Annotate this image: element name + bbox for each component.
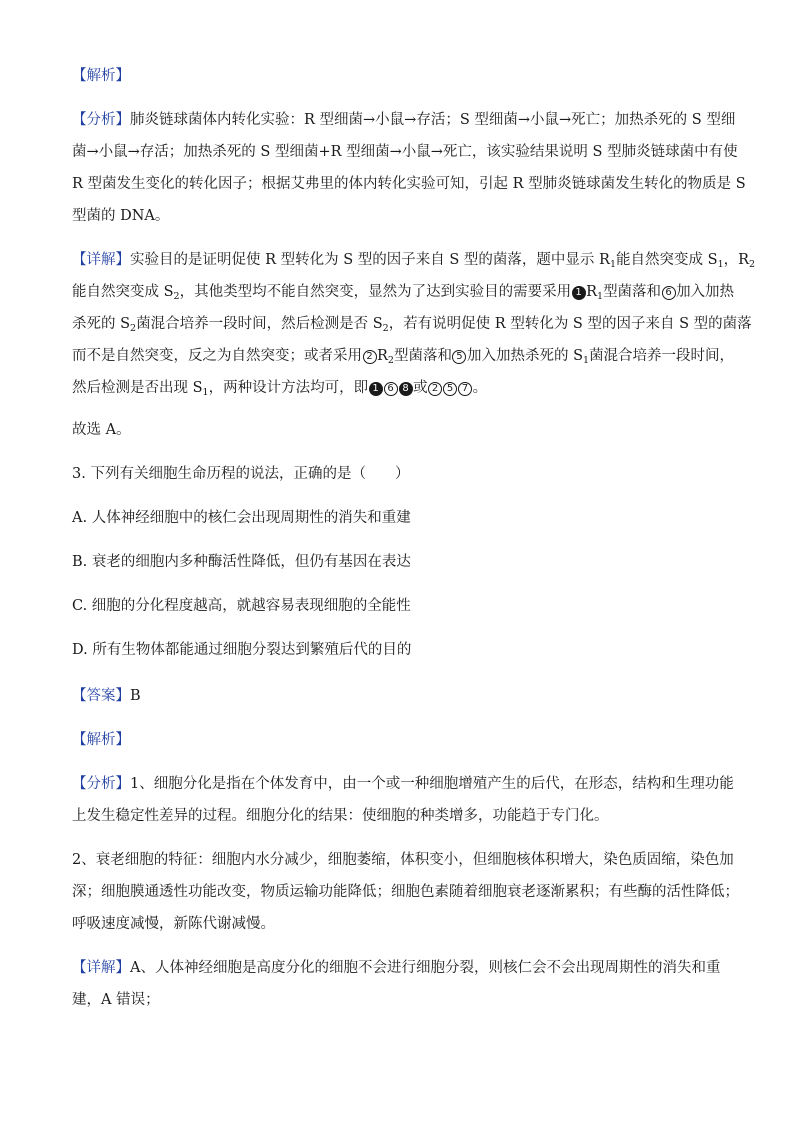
choice-conclusion: [72, 420, 722, 452]
answer-value: B: [130, 688, 141, 704]
analysis-paragraph-2: [72, 774, 734, 838]
text-run: ，其他类型均不能自然突变，显然为了达到实验目的需要采用: [179, 284, 572, 300]
text-line: 1、细胞分化是指在个体发育中，由一个或一种细胞增殖产生的后代，在形态，结构和生理功能: [130, 776, 734, 792]
text-line: 故选 A。: [72, 422, 131, 438]
text-line: R 型菌发生变化的转化因子；根据艾弗里的体内转化实验可知，引起 R 型肺炎链球菌发生转化的物质是 S: [72, 176, 746, 192]
circled-number-1: 1: [369, 382, 383, 396]
analysis-paragraph-1: [72, 110, 746, 238]
answer-label: 【答案】: [72, 688, 130, 704]
analysis-label: 【解析】: [72, 732, 130, 748]
text-run: ，R: [723, 252, 750, 268]
text-run: 能自然突变成 S: [72, 284, 174, 300]
subscript: 2: [387, 355, 394, 366]
circled-number-7: 7: [458, 382, 472, 396]
text-run: 型菌落和: [603, 284, 662, 300]
text-line: 2、衰老细胞的特征：细胞内水分减少，细胞萎缩，体积变小，但细胞核体积增大，染色质固缩，染色加: [72, 852, 734, 868]
detail-tag: 【详解】: [72, 960, 130, 976]
detail-paragraph-1: [72, 250, 756, 410]
detail-paragraph-2: [72, 958, 722, 1022]
circled-number-6: 6: [384, 382, 398, 396]
text-line: 深；细胞膜通透性功能改变，物质运输功能降低；细胞色素随着细胞衰老逐渐累积；有些酶的活性降低；: [72, 884, 739, 900]
text-line: 型菌的 DNA。: [72, 208, 170, 224]
text-run: 实验目的是证明促使 R 型转化为 S 型的因子来自 S 型的菌落，题中显示 R: [130, 252, 610, 268]
text-run: 然后检测是否出现 S: [72, 380, 203, 396]
option-b: B. 衰老的细胞内多种酶活性降低，但仍有基因在表达: [72, 554, 411, 570]
circled-number-5: 5: [452, 350, 466, 364]
analysis-heading-1: [72, 66, 722, 98]
analysis-tag: 【分析】: [72, 776, 130, 792]
circled-number-5: 5: [443, 382, 457, 396]
text-line: 肺炎链球菌体内转化实验：R 型细菌→小鼠→存活；S 型细菌→小鼠→死亡；加热杀死的 S 型细: [130, 112, 736, 128]
text-run: 能自然突变成 S: [616, 252, 718, 268]
analysis-label: 【解析】: [72, 68, 130, 84]
subscript: 1: [609, 259, 617, 270]
subscript: 2: [382, 323, 389, 334]
text-line: 上发生稳定性差异的过程。细胞分化的结果：使细胞的种类增多，功能趋于专门化。: [72, 808, 609, 824]
detail-tag: 【详解】: [72, 252, 130, 268]
option-a: A. 人体神经细胞中的核仁会出现周期性的消失和重建: [72, 510, 411, 526]
text-run: 杀死的 S: [72, 316, 131, 332]
analysis-paragraph-2b: [72, 850, 739, 946]
text-line: A、人体神经细胞是高度分化的细胞不会进行细胞分裂，则核仁会不会出现周期性的消失和重: [130, 960, 721, 976]
text-run: 或: [413, 380, 428, 396]
subscript: 2: [749, 259, 756, 270]
analysis-tag: 【分析】: [72, 112, 130, 128]
text-run: 加入加热: [676, 284, 735, 300]
question-stem: 3. 下列有关细胞生命历程的说法，正确的是（ ）: [72, 466, 410, 482]
text-line: 菌→小鼠→存活；加热杀死的 S 型细菌+R 型细菌→小鼠→死亡，该实验结果说明 S 型肺炎链球菌中有使: [72, 144, 738, 160]
circled-number-2: 2: [428, 382, 442, 396]
circled-number-2: 2: [363, 350, 377, 364]
subscript: 1: [717, 259, 724, 270]
option-c: C. 细胞的分化程度越高，就越容易表现细胞的全能性: [72, 598, 411, 614]
subscript: 1: [583, 355, 590, 366]
text-run: 菌混合培养一段时间，: [589, 348, 735, 364]
subscript: 2: [173, 291, 180, 302]
text-run: 加入加热杀死的 S: [466, 348, 584, 364]
circled-number-1: 1: [572, 286, 586, 300]
text-run: ，两种设计方法均可，即: [208, 380, 369, 396]
answer-line: [72, 686, 722, 718]
text-run: 型菌落和: [393, 348, 452, 364]
subscript: 2: [130, 323, 137, 334]
text-run: ，若有说明促使 R 型转化为 S 型的因子来自 S 型的菌落: [388, 316, 752, 332]
text-line: 建，A 错误；: [72, 992, 160, 1008]
circled-number-8: 8: [399, 382, 413, 396]
subscript: 1: [597, 291, 604, 302]
circled-number-6: 6: [662, 286, 676, 300]
text-run: 而不是自然突变，反之为自然突变；或者采用: [72, 348, 362, 364]
analysis-heading-2: [72, 730, 722, 762]
option-d: D. 所有生物体都能通过细胞分裂达到繁殖后代的目的: [72, 642, 412, 658]
text-line: 呼吸速度减慢，新陈代谢减慢。: [72, 916, 275, 932]
question-3: [72, 464, 722, 684]
text-run: R: [586, 284, 598, 300]
text-run: 。: [472, 380, 488, 396]
text-run: R: [377, 348, 388, 364]
subscript: 1: [202, 387, 209, 398]
text-run: 菌混合培养一段时间，然后检测是否 S: [136, 316, 383, 332]
